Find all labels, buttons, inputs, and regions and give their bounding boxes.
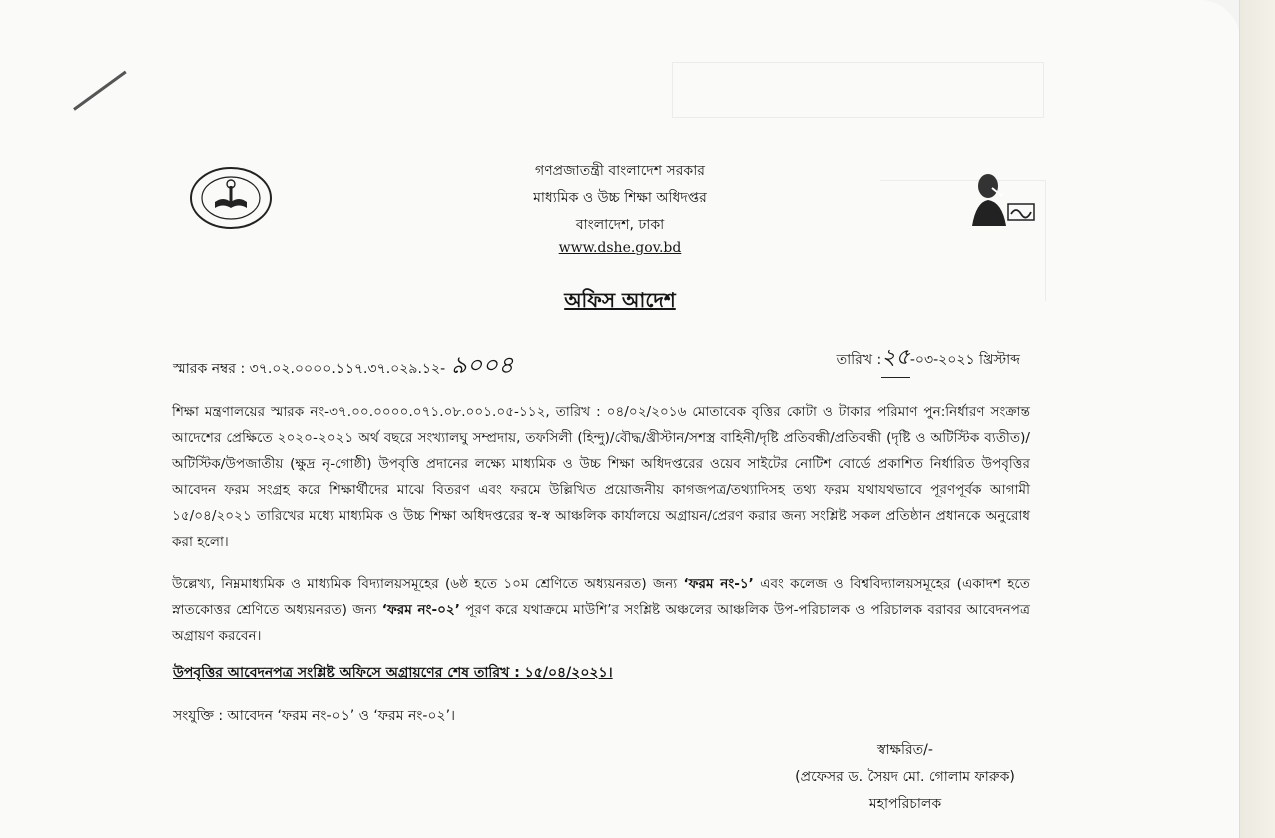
staple-mark [73,71,127,111]
body-paragraph-2 [172,571,1030,649]
body-paragraph-1: শিক্ষা মন্ত্রণালয়ের স্মারক নং-৩৭.০০.০০০০.০৭১.০৮.০০১.০৫-১১২, তারিখ : ০৪/০২/২০১৬ মোতাবেক বৃত্তির কোটা ও টাকার পরিমাণ পুন:নির্ধারণ সংক্রান্ত আদেশের প্রেক্ষিতে ২০২০-২০২১ অর্থ বছরে সংখ্যালঘু সম্প্রদায়, তফসিলী (হিন্দু)/বৌদ্ধ/খ্রীস্টান/সশস্ত্র বাহিনী/দৃষ্টি প্রতিবন্ধী/প্রতিবন্ধী (দৃষ্টি ও অটিস্টিক ব্যতীত)/অটিস্টিক/উপজাতীয় (ক্ষুদ্র নৃ-গোষ্ঠী) উপবৃত্তি প্রদানের লক্ষ্যে মাধ্যমিক ও উচ্চ শিক্ষা অধিদপ্তরের ওয়েব সাইটের নোটিশ বোর্ডে প্রকাশিত নির্ধারিত উপবৃত্তির আবেদন ফরম সংগ্রহ করে শিক্ষার্থীদের মাঝে বিতরণ এবং ফরমে উল্লিখিত প্রয়োজনীয় কাগজপত্র/তথ্যাদিসহ তথ্য ফরম যথাযথভাবে পূরণপূর্বক আগামী ১৫/০৪/২০২১ তারিখের মধ্যে মাধ্যমিক ও উচ্চ শিক্ষা অধিদপ্তরের স্ব-স্ব আঞ্চলিক কার্যালয়ে অগ্রায়ন/প্রেরণ করার জন্য সংশ্লিষ্ট সকল প্রতিষ্ঠান প্রধানকে অনুরোধ করা হলো। [172,404,1030,550]
signatory-name: (প্রফেসর ড. সৈয়দ মো. গোলাম ফারুক) [795,769,1015,785]
page-edge [1239,0,1275,838]
show-through-box [672,62,1044,118]
paragraph2-text: এবং কলেজ ও বিশ্ববিদ্যালয়সমূহের (একাদশ হতে স্নাতকোত্তর শ্রেণিতে অধ্যয়নরত) জন্য [172,576,1031,618]
form-2-reference: ‘ফরম নং-০২’ [381,602,460,618]
issue-date [837,340,1020,378]
memo-label: স্মারক নম্বর : ৩৭.০২.০০০০.১১৭.৩৭.০২৯.১২- [173,361,446,377]
header-website-link[interactable]: www.dshe.gov.bd [558,240,682,256]
deadline-notice: উপবৃত্তির আবেদনপত্র সংশ্লিষ্ট অফিসে অগ্রায়ণের শেষ তারিখ : ১৫/০৪/২০২১। [173,665,613,681]
paragraph2-text: উল্লেখ্য, নিম্নমাধ্যমিক ও মাধ্যমিক বিদ্যালয়সমূহের (৬ষ্ঠ হতে ১০ম শ্রেণিতে অধ্যয়নরত) জন্য [172,576,684,592]
signed-mark: স্বাক্ষরিত/- [877,742,933,758]
date-handwritten-day: ২৫ [881,340,910,378]
header-directorate-line: মাধ্যমিক ও উচ্চ শিক্ষা অধিদপ্তর [533,190,707,206]
header-location-line: বাংলাদেশ, ঢাকা [575,217,665,233]
memo-handwritten-number: ৯০০৪ [451,351,514,379]
header-govt-line: গণপ্রজাতন্ত্রী বাংলাদেশ সরকার [535,163,705,179]
paragraph2-text: পূরণ করে যথাক্রমে মাউশি’র সংশ্লিষ্ট অঞ্চলের আঞ্চলিক উপ-পরিচালক ও পরিচালক বরাবর আবেদনপত্র অগ্রায়ণ করবেন। [172,602,1030,644]
form-1-reference: ‘ফরম নং-১’ [683,576,754,592]
date-rest: -০৩-২০২১ খ্রিস্টাব্দ [909,352,1020,368]
document-title: অফিস আদেশ [564,288,676,312]
signatory-designation: মহাপরিচালক [868,796,942,812]
mujib-borsho-logo [968,168,1036,228]
attachment-note: সংযুক্তি : আবেদন ‘ফরম নং-০১’ ও ‘ফরম নং-০২’। [173,708,456,724]
date-label: তারিখ : [836,352,882,368]
dshe-seal-icon [189,166,273,230]
memo-number [173,347,514,387]
